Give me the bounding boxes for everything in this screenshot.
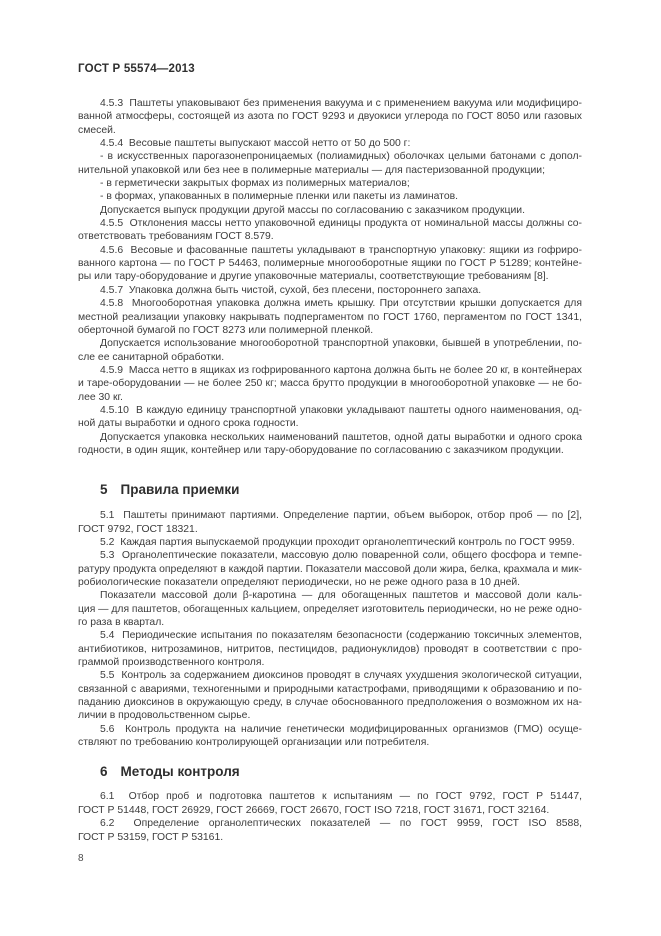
text-line: ванной атмосферы, состоящей из азота по ГОСТ 9293 и двуокиси углерода по ГОСТ 8050 или газовых	[78, 111, 582, 123]
text-line: ванного картона — по ГОСТ Р 54463, полимерные многооборотные ящики по ГОСТ Р 51289; контейне-	[78, 258, 582, 270]
paragraph	[78, 817, 582, 844]
text-line: Допускается упаковка нескольких наименований паштетов, одной даты выработки и одного срока	[100, 431, 582, 443]
text-line: паданию диоксинов в окружающую среду, в случае обоснованного предположения о возможном их на-	[78, 697, 582, 709]
text-line: 4.5.4 Весовые паштеты выпускают массой нетто от 50 до 500 г:	[100, 138, 411, 150]
text-line: антибиотиков, нитрозаминов, нитритов, пестицидов, радионуклидов) проводят в соответствии с про-	[78, 643, 582, 655]
text-line: ГОСТ 9792, ГОСТ 18321.	[78, 523, 198, 535]
section-title: Правила приемки	[120, 482, 240, 498]
text-line: 5.2 Каждая партия выпускаемой продукции проходит органолептический контроль по ГОСТ 9959.	[100, 536, 575, 548]
text-line: сле ее санитарной обработки.	[78, 351, 225, 363]
paragraph	[78, 790, 582, 817]
text-line: 4.5.8 Многооборотная упаковка должна иметь крышку. При отсутствии крышки допускается для	[100, 298, 582, 310]
text-line: личии в продовольственном сырье.	[78, 710, 251, 722]
page-number: 8	[78, 852, 84, 864]
text-line: ной даты выработки и одного срока годности.	[78, 418, 299, 430]
section-heading	[100, 763, 582, 781]
text-line: 5.6 Контроль продукта на наличие генетически модифицированных организмов (ГМО) осуще-	[100, 723, 582, 735]
document-body	[78, 97, 582, 844]
text-line: 4.5.5 Отклонения массы нетто упаковочной единицы продукта от номинальной массы должны со-	[100, 218, 582, 230]
paragraph	[78, 723, 582, 750]
paragraph	[78, 337, 582, 364]
text-line: связанной с авариями, техногенными и природными катастрофами, приводящими к образованию и по-	[78, 683, 582, 695]
text-line: ответствовать требованиям ГОСТ 8.579.	[78, 231, 274, 243]
text-line: оберточной бумагой по ГОСТ 8273 или полимерной пленкой.	[78, 324, 374, 336]
text-line: го раза в квартал.	[78, 617, 165, 629]
text-line: 5.5 Контроль за содержанием диоксинов проводят в случаях ухудшения экологической ситуации,	[100, 670, 582, 682]
text-line: 4.5.7 Упаковка должна быть чистой, сухой, без плесени, постороннего запаха.	[100, 284, 482, 296]
paragraph	[78, 150, 582, 177]
paragraph	[78, 204, 582, 217]
text-line: 4.5.6 Весовые и фасованные паштеты укладывают в транспортную упаковку: ящики из гофриро-	[100, 244, 582, 256]
text-line: 4.5.10 В каждую единицу транспортной упаковки укладывают паштеты одного наименования, од-	[100, 404, 582, 416]
text-line: Показатели массовой доли β-каротина — для обогащенных паштетов и массовой доли каль-	[100, 590, 582, 602]
text-line: ция — для паштетов, обогащенных кальцием, определяет изготовитель периодически, но не реже одно-	[78, 603, 582, 615]
paragraph	[78, 509, 582, 536]
paragraph	[78, 364, 582, 404]
text-line: годности, в один ящик, контейнер или тару-оборудование по согласованию с заказчиком продукции.	[78, 444, 564, 456]
paragraph	[78, 669, 582, 722]
text-line: Допускается выпуск продукции другой массы по согласованию с заказчиком продукции.	[100, 204, 525, 216]
text-line: лее 30 кг.	[78, 391, 123, 403]
paragraph	[78, 431, 582, 458]
text-line: 6.2 Определение органолептических показателей — по ГОСТ 9959, ГОСТ ISO 8588,	[100, 818, 582, 830]
text-line: ГОСТ Р 51448, ГОСТ 26929, ГОСТ 26669, ГОСТ 26670, ГОСТ ISO 7218, ГОСТ 31671, ГОСТ 32164.	[78, 804, 550, 816]
text-line: 4.5.3 Паштеты упаковывают без применения вакуума и с применением вакуума или модифициро-	[100, 98, 582, 109]
paragraph	[78, 190, 582, 203]
paragraph	[78, 284, 582, 297]
text-line: 4.5.9 Масса нетто в ящиках из гофрированного картона должна быть не более 20 кг, в контейнерах	[100, 364, 582, 376]
text-line: ГОСТ Р 53159, ГОСТ Р 53161.	[78, 831, 224, 843]
text-line: - в искусственных парогазонепроницаемых (полиамидных) оболочках целыми батонами с допол-	[100, 151, 582, 163]
paragraph	[78, 589, 582, 629]
section-number: 5	[100, 482, 108, 498]
paragraph	[78, 549, 582, 589]
text-line: ратуру продукта определяют в каждой партии. Показатели массовой доли жира, белка, крахмала и мик-	[78, 563, 582, 575]
section-number: 6	[100, 764, 108, 780]
paragraph	[78, 244, 582, 284]
section-title: Методы контроля	[120, 764, 240, 780]
paragraph	[78, 536, 582, 549]
section-heading	[100, 481, 582, 499]
paragraph	[78, 137, 582, 150]
text-line: нительной упаковкой или без нее в полимерные материалы — для пастеризованной продукции;	[78, 164, 545, 176]
text-line: 5.4 Периодические испытания по показателям безопасности (содержанию токсичных элементов,	[100, 630, 582, 642]
text-line: Допускается использование многооборотной транспортной упаковки, бывшей в употреблении, по-	[100, 338, 582, 350]
text-line: робиологические показатели определяют периодически, но не реже одного раза в 10 дней.	[78, 577, 521, 588]
text-line: местной реализации упаковку накрывать подпергаментом по ГОСТ 1760, пергаментом по ГОСТ 1341,	[78, 311, 582, 323]
text-line: и таре-оборудовании — не более 250 кг; масса брутто продукции в многооборотной упаковке — не бо-	[78, 378, 582, 390]
paragraph	[78, 404, 582, 431]
paragraph	[78, 217, 582, 244]
paragraph	[78, 629, 582, 669]
paragraph	[78, 97, 582, 137]
text-line: ствляют по требованию контролирующей организации или потребителя.	[78, 737, 430, 749]
page-header-standard-code: ГОСТ Р 55574—2013	[78, 63, 195, 75]
text-line: 5.1 Паштеты принимают партиями. Определение партии, объем выборок, отбор проб — по [2],	[100, 510, 582, 522]
text-line: смесей.	[78, 124, 116, 136]
text-line: - в формах, упакованных в полимерные пленки или пакеты из ламинатов.	[100, 191, 459, 203]
paragraph	[78, 297, 582, 337]
paragraph	[78, 177, 582, 190]
text-line: ры или тару-оборудование и другие упаковочные материалы, соответствующие требованиям [8].	[78, 271, 549, 283]
text-line: граммой производственного контроля.	[78, 657, 265, 669]
text-line: 6.1 Отбор проб и подготовка паштетов к испытаниям — по ГОСТ 9792, ГОСТ Р 51447,	[100, 791, 582, 803]
text-line: - в герметически закрытых формах из полимерных материалов;	[100, 178, 410, 190]
text-line: 5.3 Органолептические показатели, массовую долю поваренной соли, общего фосфора и темпе-	[100, 550, 582, 562]
